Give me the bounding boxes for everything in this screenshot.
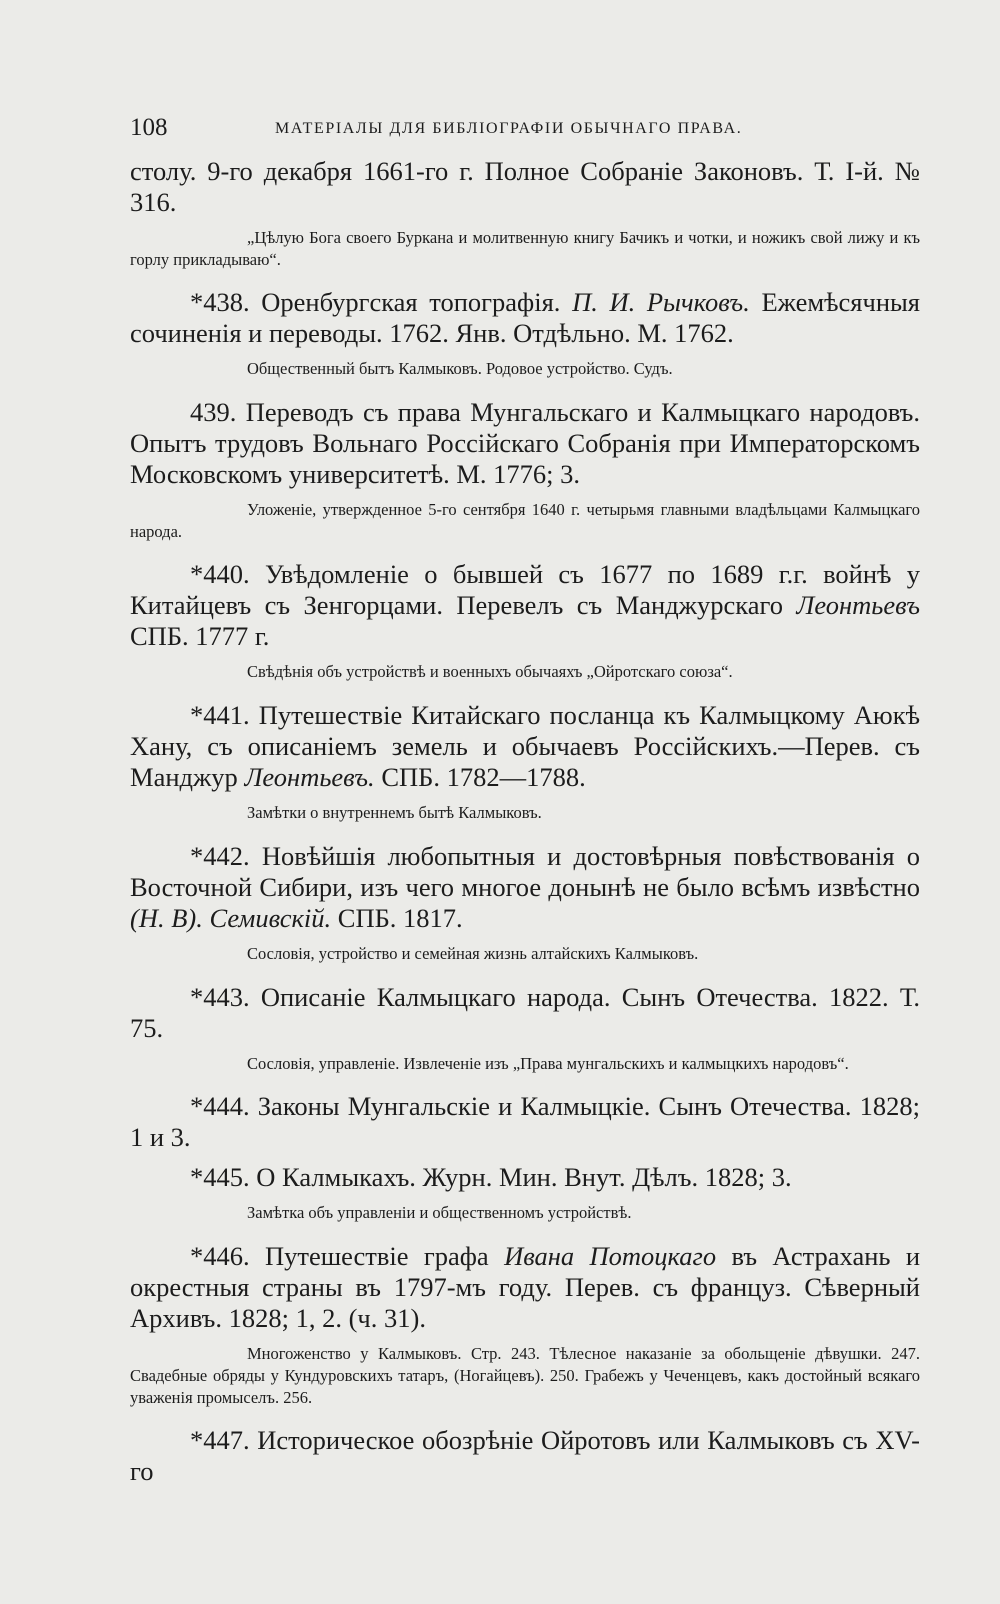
entry-number: *443. (190, 982, 250, 1012)
entry-author: Ивана Потоцкаго (504, 1241, 717, 1271)
entry-note: Замѣтка объ управленiи и общественномъ устройствѣ. (247, 1203, 632, 1222)
entry-text: Историческое обозрѣнiе Ойротовъ или Калмыковъ съ XV-го (130, 1425, 921, 1486)
entry-441 (130, 700, 920, 793)
entry-note: Сословiя, управленiе. Извлеченiе изъ „Права мунгальскихъ и калмыцкихъ народовъ“. (247, 1054, 849, 1073)
entry-note: Уложенiе, утвержденное 5-го сентября 1640 г. четырьмя главными владѣльцами Калмыцкаго народа. (130, 500, 920, 541)
entry-number: 439. (190, 397, 237, 427)
entry-source: въ Астрахань и окрестныя страны въ 1797-мъ году. Перев. съ француз. Сѣверный Архивъ. 1828; 1, 2. (ч. 31). (130, 1241, 921, 1333)
entry-number: *447. (190, 1425, 250, 1455)
entry-text: Новѣйшiя любопытныя и достовѣрныя повѣствованiя о Восточной Сибири, изъ чего многое донынѣ не было всѣмъ извѣстно (130, 841, 921, 902)
entry-note: Свѣдѣнiя объ устройствѣ и военныхъ обычаяхъ „Ойротскаго союза“. (247, 662, 733, 681)
entry-note: „Цѣлую Бога своего Буркана и молитвенную книгу Бачикъ и чотки, и ножикъ свой лижу и къ горлу прикладываю“. (130, 228, 920, 269)
running-head (130, 114, 920, 144)
entry-number: *442. (190, 841, 250, 871)
entry-source: СПБ. 1777 г. (130, 621, 270, 651)
entry-437-continuation (130, 156, 920, 218)
entry-note: Общественный бытъ Калмыковъ. Родовое устройство. Судъ. (247, 359, 673, 378)
entry-442 (130, 841, 920, 934)
entry-445 (130, 1162, 920, 1193)
entry-text: О Калмыкахъ. Журн. Мин. Внут. Дѣлъ. 1828; 3. (256, 1162, 792, 1192)
entry-note: Многоженство у Калмыковъ. Стр. 243. Тѣлесное наказанiе за обольщенiе дѣвушки. 247. Свадебные обряды у Кундуровскихъ татаръ, (Ногайцевъ). 250. Грабежъ у Чеченцевъ, какъ достойный всякаго уваженiя промыселъ. 256. (130, 1344, 920, 1407)
entry-447 (130, 1425, 920, 1487)
entry-439 (130, 397, 920, 490)
entry-note: Замѣтки о внутреннемъ бытѣ Калмыковъ. (247, 803, 542, 822)
entry-446 (130, 1241, 920, 1334)
entry-text: Путешествiе Китайскаго посланца къ Калмыцкому Аюкѣ Хану, съ описанiемъ земель и обычаевъ Россiйскихъ.—Перев. съ Манджур (130, 700, 920, 792)
entry-444 (130, 1091, 920, 1153)
entry-text: Увѣдомленiе о бывшей съ 1677 по 1689 г.г. войнѣ у Китайцевъ съ Зенгорцами. Перевелъ съ Манджурскаго (130, 559, 921, 620)
entry-number: *446. (190, 1241, 250, 1271)
entry-number: *441. (190, 700, 250, 730)
running-title: МАТЕРIАЛЫ ДЛЯ БИБЛIОГРАФIИ ОБЫЧНАГО ПРАВА. (275, 120, 743, 137)
entry-text: Законы Мунгальскiе и Калмыцкiе. Сынъ Отечества. 1828; 1 и 3. (130, 1091, 921, 1152)
entry-source: СПБ. 1782—1788. (381, 762, 586, 792)
entry-title: Оренбургская топографiя. (261, 287, 561, 317)
entry-text: столу. 9-го декабря 1661-го г. Полное Собранiе Законовъ. Т. I-й. № 316. (130, 156, 920, 217)
page-text (130, 156, 920, 1487)
entry-source: СПБ. 1817. (337, 903, 463, 933)
entry-text: Переводъ съ права Мунгальскаго и Калмыцкаго народовъ. Опытъ трудовъ Вольнаго Россiйскаго Собранiя при Императорскомъ Московскомъ университетѣ. М. 1776; 3. (130, 397, 921, 489)
page-number: 108 (130, 114, 168, 141)
entry-author: (Н. В). Семивскiй. (130, 903, 332, 933)
entry-author: П. И. Рычковъ. (572, 287, 750, 317)
entry-text: Описанiе Калмыцкаго народа. Сынъ Отечества. 1822. Т. 75. (130, 982, 921, 1043)
entry-438 (130, 287, 920, 349)
entry-440 (130, 559, 920, 652)
entry-text: Путешествiе графа (264, 1241, 489, 1271)
entry-source: Ежемѣсячныя сочиненiя и переводы. 1762. Янв. Отдѣльно. М. 1762. (130, 287, 920, 348)
entry-number: *440. (190, 559, 250, 589)
entry-number: *444. (190, 1091, 250, 1121)
entry-443 (130, 982, 920, 1044)
entry-number: *445. (190, 1162, 250, 1192)
entry-note: Сословiя, устройство и семейная жизнь алтайскихъ Калмыковъ. (247, 944, 699, 963)
entry-author: Леонтьевъ. (244, 762, 375, 792)
entry-author: Леонтьевъ (796, 590, 921, 620)
entry-number: *438. (190, 287, 250, 317)
